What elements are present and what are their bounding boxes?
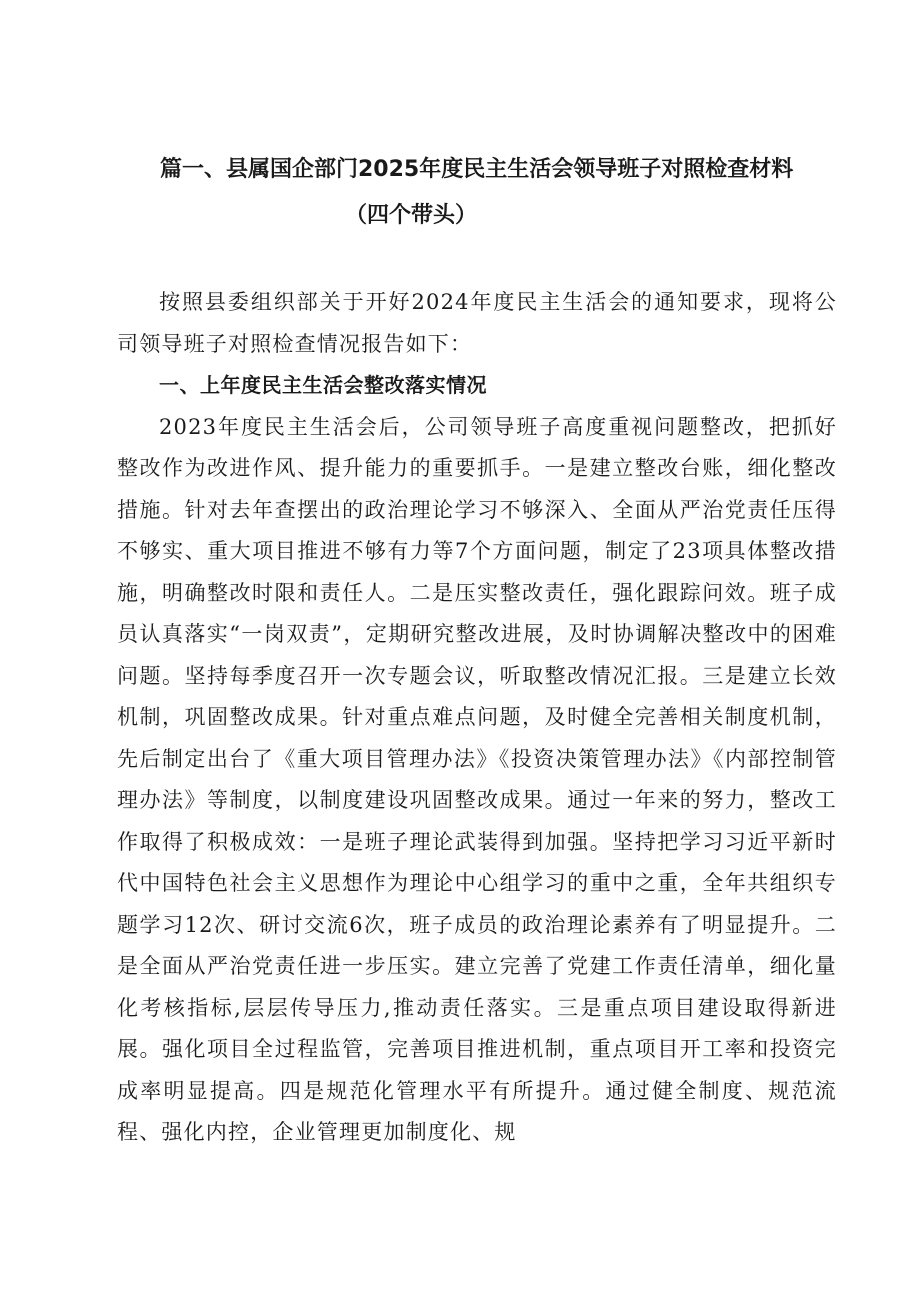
section-heading: 一、上年度民主生活会整改落实情况	[159, 373, 487, 397]
section-paragraph: 2023年度民主生活会后，公司领导班子高度重视问题整改，把抓好整改作为改进作风、提升能力的重要抓手。一是建立整改台账，细化整改措施。针对去年查摆出的政治理论学习不够深入、全面从严治党责任压得不够实、重大项目推进不够有力等7个方面问题，制定了23项具体整改措施，明确整改时限和责任人。二是压实整改责任，强化跟踪问效。班子成员认真落实“一岗双责”，定期研究整改进展，及时协调解决整改中的困难问题。坚持每季度召开一次专题会议，听取整改情况汇报。三是建立长效机制，巩固整改成果。针对重点难点问题，及时健全完善相关制度机制，先后制定出台了《重大项目管理办法》《投资决策管理办法》《内部控制管理办法》等制度，以制度建设巩固整改成果。通过一年来的努力，整改工作取得了积极成效：一是班子理论武装得到加强。坚持把学习习近平新时代中国特色社会主义思想作为理论中心组学习的重中之重，全年共组织专题学习12次、研讨交流6次，班子成员的政治理论素养有了明显提升。二是全面从严治党责任进一步压实。建立完善了党建工作责任清单，细化量化考核指标,层层传导压力,推动责任落实。三是重点项目建设取得新进展。强化项目全过程监管，完善项目推进机制，重点项目开工率和投资完成率明显提高。四是规范化管理水平有所提升。通过健全制度、规范流程、强化内控，企业管理更加制度化、规	[117, 414, 837, 1144]
document-body	[117, 282, 837, 1154]
intro-paragraph: 按照县委组织部关于开好2024年度民主生活会的通知要求，现将公司领导班子对照检查情况报告如下：	[117, 290, 837, 356]
document-title: 篇一、县属国企部门2025年度民主生活会领导班子对照检查材料	[160, 157, 794, 182]
document-subtitle: （四个带头）	[345, 203, 478, 228]
